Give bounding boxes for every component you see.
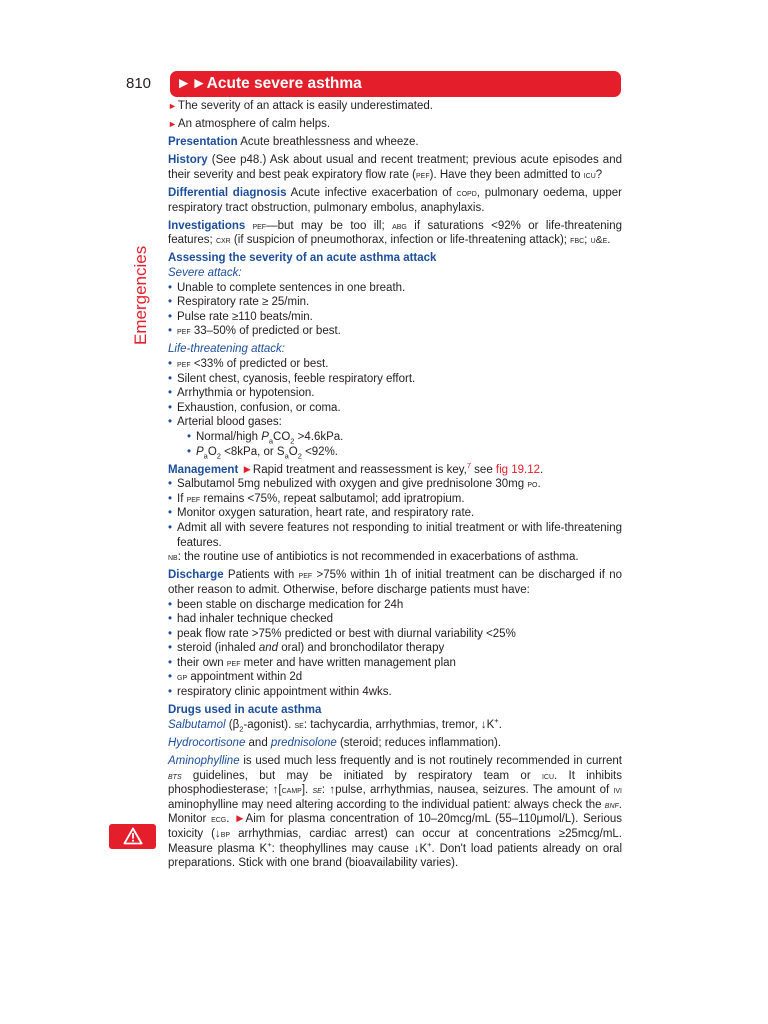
presentation-section: [168, 135, 622, 150]
list-item: [168, 492, 622, 507]
drug-text: and: [245, 736, 271, 749]
list-item-text: remains <75%, repeat salbutamol; add ipratropium.: [200, 492, 465, 505]
gp-abbr: gp: [177, 671, 188, 684]
pef-abbr: pef: [186, 492, 201, 505]
drug-text: .: [498, 718, 502, 731]
fbc-abbr: fbc: [570, 234, 585, 247]
list-item: • Arrhythmia or hypotension.: [168, 386, 622, 401]
cxr-abbr: cxr: [215, 234, 231, 247]
discharge-heading: Discharge: [168, 569, 224, 582]
list-item: • Arterial blood gases:: [168, 415, 622, 430]
se-abbr: se: [312, 784, 322, 797]
triangle-marker: ►: [241, 463, 253, 476]
life-threatening-heading: Life-threatening attack:: [168, 343, 285, 356]
assessing-heading: Assessing the severity of an acute asthma attack: [168, 252, 437, 265]
nb-text: : the routine use of antibiotics is not recommended in exacerbations of asthma.: [177, 551, 579, 564]
bp-abbr: bp: [220, 827, 231, 840]
pef-abbr: pef: [416, 168, 430, 181]
drug-name: Aminophylline: [168, 754, 240, 767]
investigations-text: .: [607, 234, 611, 247]
list-item: [168, 324, 622, 339]
icu-abbr: icu: [583, 168, 596, 181]
differential-text: Acute infective exacerbation of: [286, 186, 457, 199]
triangle-marker: ►: [234, 813, 246, 826]
superscript: +: [427, 839, 432, 849]
subscript: 2: [290, 436, 295, 446]
history-section: [168, 153, 622, 182]
sub-item-text: CO: [273, 430, 291, 443]
sub-list-item: [168, 430, 622, 445]
ecg-abbr: ecg: [211, 813, 227, 826]
drug-text: : theophyllines may cause ↓K: [271, 842, 428, 855]
list-item-text: appointment within 2d: [187, 671, 303, 684]
discharge-text: Patients with: [223, 569, 299, 582]
list-item: [168, 641, 622, 656]
drug-text: (β: [225, 718, 240, 731]
list-item: • Exhaustion, confusion, or coma.: [168, 401, 622, 416]
list-item: • Admit all with severe features not responding to initial treatment or with life-threatening features.: [168, 521, 622, 550]
drug-text: guidelines, but may be initiated by respiratory team or: [181, 769, 542, 782]
list-item-text: <33% of predicted or best.: [190, 358, 329, 370]
emphasis: and: [258, 642, 279, 655]
side-tab-label: Emergencies: [131, 245, 150, 345]
subscript: 2: [216, 450, 221, 460]
drug-text: . Don't load patients already on oral preparations. Stick with one brand (bioavailability varies).: [168, 842, 623, 870]
intro-bullet: ► The severity of an attack is easily underestimated.: [168, 99, 622, 114]
list-item-text: If: [177, 492, 187, 505]
icu-abbr: icu: [541, 769, 555, 782]
drug-text: (steroid; reduces inflammation).: [336, 736, 502, 749]
bts-abbr: bts: [168, 769, 182, 782]
history-text: ?: [595, 168, 603, 181]
drug-text: aminophylline may need altering according to the individual patient: always check the: [168, 798, 605, 811]
list-item-text: their own: [177, 656, 227, 669]
ue-abbr: u&e: [590, 234, 608, 247]
subscript: a: [203, 450, 208, 460]
investigations-section: [168, 219, 622, 248]
pef-abbr: pef: [226, 656, 241, 669]
warning-box: [109, 824, 156, 849]
list-item: • been stable on discharge medication for 24h: [168, 598, 622, 613]
investigations-text: (if suspicion of pneumothorax, infection or life-threatening attack);: [230, 234, 571, 247]
drug-name: Salbutamol: [168, 718, 226, 731]
drug-text: . It inhibits phosphodiesterase; ↑[: [168, 769, 622, 797]
list-item-text: meter and have written management plan: [240, 656, 456, 669]
sub-item-text: O: [288, 445, 298, 458]
list-item: [168, 670, 622, 685]
nb-abbr: nb: [168, 551, 178, 564]
list-item-text: .: [537, 478, 541, 491]
management-text: see: [470, 463, 496, 476]
aminophylline-entry: [168, 754, 622, 871]
sub-list-item: [168, 445, 622, 460]
copd-abbr: copd: [456, 186, 477, 199]
list-item-text: oral) and bronchodilator therapy: [278, 642, 445, 655]
ivi-abbr: ivi: [613, 784, 622, 797]
superscript: +: [494, 715, 499, 725]
differential-text: , pulmonary oedema, upper respiratory tract obstruction, pulmonary embolus, anaphylaxis.: [168, 186, 623, 214]
history-text: (See p48.) Ask about usual and recent treatment; previous acute episodes and their severity and best peak expiratory flow rate (: [168, 154, 622, 181]
list-item: • Monitor oxygen saturation, heart rate, and respiratory rate.: [168, 506, 622, 521]
abg-abbr: abg: [392, 219, 407, 232]
pef-abbr: pef: [298, 569, 313, 582]
differential-section: [168, 186, 622, 215]
list-item: [168, 656, 622, 671]
list-item-text: steroid (inhaled: [177, 642, 259, 655]
list-item: • peak flow rate >75% predicted or best with diurnal variability <25%: [168, 627, 622, 642]
drug-name: Hydrocortisone: [168, 736, 246, 749]
warning-triangle-icon: [123, 827, 143, 845]
sub-item-text: >4.6kPa.: [294, 430, 344, 443]
investigations-text: —but may be too ill;: [266, 219, 393, 232]
history-text: ). Have they been admitted to: [429, 168, 584, 181]
sub-item-text: O: [207, 445, 217, 458]
steroid-entry: [168, 736, 622, 751]
presentation-text: Acute breathlessness and wheeze.: [237, 136, 419, 149]
drug-text: : ↑pulse, arrhythmias, nausea, seizures. The amount of: [321, 784, 614, 797]
pressure-symbol: P: [261, 430, 269, 443]
nb-note: [168, 550, 622, 565]
management-section: [168, 460, 622, 478]
investigations-text: ;: [584, 234, 591, 247]
subscript: 2: [239, 724, 244, 734]
list-item: • Unable to complete sentences in one breath.: [168, 281, 622, 296]
sub-item-text: <92%.: [301, 445, 338, 458]
drug-text: .: [226, 813, 235, 826]
drug-text: is used much less frequently and is not routinely recommended in current: [239, 754, 622, 767]
po-abbr: po: [527, 478, 538, 491]
drug-text: . Monitor: [168, 798, 622, 826]
list-item: • respiratory clinic appointment within 4wks.: [168, 685, 622, 700]
discharge-text: >75% within 1h of initial treatment can be discharged if no other reason to admit. Otherwise, before discharge patients must have:: [168, 569, 622, 596]
subscript: a: [268, 436, 274, 446]
list-item-text: Salbutamol 5mg nebulized with oxygen and give prednisolone 30mg: [177, 478, 528, 491]
chapter-header: ►►Acute severe asthma: [170, 71, 621, 97]
discharge-section: [168, 568, 622, 597]
se-abbr: se: [294, 718, 304, 731]
sub-item-text: <8kPa, or S: [220, 445, 285, 458]
list-item-text: 33–50% of predicted or best.: [190, 325, 341, 338]
management-text: Rapid treatment and reassessment is key,: [252, 463, 467, 476]
list-item: [168, 477, 622, 492]
pef-abbr: pef: [177, 325, 191, 338]
differential-heading: Differential diagnosis: [168, 186, 287, 199]
investigations-text: if saturations <92% or life-threatening features;: [168, 219, 623, 247]
pressure-symbol: P: [196, 445, 204, 458]
page-number: 810: [126, 75, 152, 92]
salbutamol-entry: [168, 715, 622, 734]
drug-text: Aim for plasma concentration of 10–20mcg/mL (55–110μmol/L). Serious toxicity (↓: [168, 813, 622, 840]
list-item: • Pulse rate ≥110 beats/min.: [168, 310, 622, 325]
investigations-heading: Investigations: [168, 219, 246, 232]
bnf-abbr: bnf: [604, 798, 619, 811]
superscript: +: [267, 839, 272, 849]
drug-text: ].: [301, 784, 313, 797]
management-text: .: [540, 463, 544, 476]
list-item: • Respiratory rate ≥ 25/min.: [168, 295, 622, 310]
side-tab: [129, 245, 153, 345]
list-item: • had inhaler technique checked: [168, 612, 622, 627]
drugs-heading: Drugs used in acute asthma: [168, 704, 322, 717]
pef-abbr: pef: [245, 219, 267, 232]
management-heading: Management: [168, 463, 239, 476]
list-item: • Silent chest, cyanosis, feeble respiratory effort.: [168, 372, 622, 387]
main-content: [168, 99, 622, 871]
drug-text: -agonist).: [243, 718, 295, 731]
sub-item-text: Normal/high: [196, 430, 262, 443]
presentation-heading: Presentation: [168, 136, 238, 149]
drug-text: arrhythmias, cardiac arrest) can occur at concentrations ≥25mcg/mL. Measure plasma K: [168, 827, 623, 855]
pef-abbr: pef: [177, 358, 191, 370]
reference-superscript: 7: [466, 460, 471, 470]
severe-attack-heading: Severe attack:: [168, 266, 242, 279]
list-item: [168, 357, 622, 372]
camp-abbr: camp: [281, 784, 302, 797]
history-heading: History: [168, 154, 208, 167]
drug-text: : tachycardia, arrhythmias, tremor, ↓K: [303, 718, 495, 731]
figure-link[interactable]: fig 19.12: [495, 463, 541, 476]
subscript: a: [284, 450, 289, 460]
intro-bullet: ► An atmosphere of calm helps.: [168, 117, 622, 132]
subscript: 2: [297, 450, 302, 460]
drug-name: prednisolone: [270, 736, 337, 749]
